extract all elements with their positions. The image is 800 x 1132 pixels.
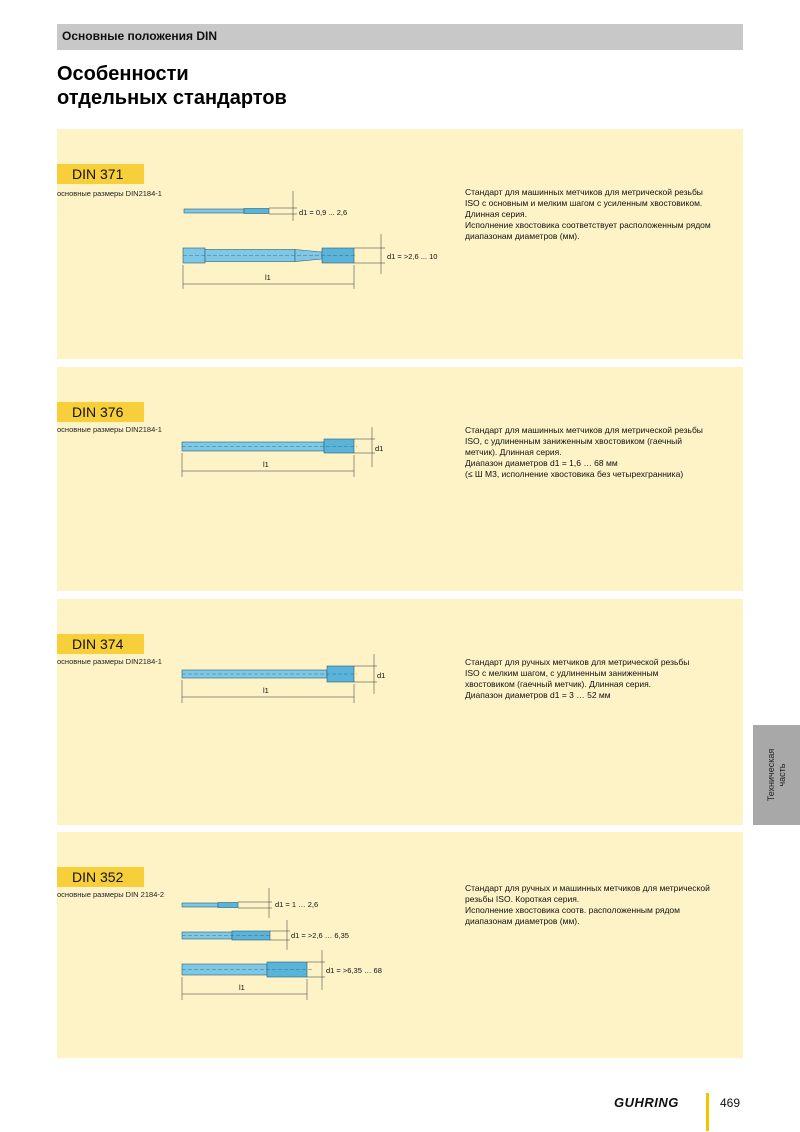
- tap-drawing-din-371: [57, 129, 457, 359]
- side-tab-line2: часть: [776, 763, 787, 787]
- dim-l1: l1: [263, 686, 269, 695]
- desc-line: Стандарт для ручных метчиков для метрической резьбы: [465, 657, 690, 667]
- desc-line: (≤ Ш M3, исполнение хвостовика без четырехгранника): [465, 469, 684, 479]
- section-din-376: [57, 367, 743, 591]
- dim-d1: d1: [375, 444, 384, 453]
- desc-line: Стандарт для ручных и машинных метчиков для метрической: [465, 883, 710, 893]
- din-label: DIN 352: [57, 867, 144, 887]
- dim-d1-a: d1 = 1 … 2,6: [275, 900, 319, 909]
- din-sub: основные размеры DIN2184-1: [57, 425, 162, 434]
- side-tab-technical[interactable]: [753, 725, 800, 825]
- dim-l1: l1: [265, 273, 271, 282]
- description: [465, 883, 745, 927]
- side-tab-line1: Техническая: [765, 748, 776, 802]
- dim-d1-b: d1 = >2,6 … 6,35: [291, 931, 349, 940]
- dim-d1-large: d1 = >2,6 ... 10: [387, 252, 438, 261]
- desc-line: ISO с мелким шагом, с удлиненным заниженным: [465, 668, 659, 678]
- desc-line: Исполнение хвостовика соотв. расположенным рядом: [465, 905, 681, 915]
- dim-d1: d1: [377, 671, 386, 680]
- desc-line: ISO, с удлиненным заниженным хвостовиком (гаечный: [465, 436, 682, 446]
- desc-line: ISO с основным и мелким шагом с усиленным хвостовиком.: [465, 198, 703, 208]
- desc-line: Диапазон диаметров d1 = 1,6 … 68 мм: [465, 458, 618, 468]
- desc-line: резьбы ISO. Короткая серия.: [465, 894, 580, 904]
- dim-l1: l1: [263, 460, 269, 469]
- tap-drawing-din-376: [57, 367, 457, 591]
- page-title: [57, 62, 287, 110]
- desc-line: Диапазон диаметров d1 = 3 … 52 мм: [465, 690, 611, 700]
- description: [465, 657, 745, 701]
- section-din-371: [57, 129, 743, 359]
- desc-line: диапазонам диаметров (мм).: [465, 231, 580, 241]
- desc-line: метчик). Длинная серия.: [465, 447, 562, 457]
- page-title-line1: Особенности: [57, 63, 189, 85]
- section-din-352: [57, 832, 743, 1058]
- footer-divider: [706, 1093, 709, 1131]
- desc-line: Исполнение хвостовика соответствует расположенным рядом: [465, 220, 711, 230]
- header-title: Основные положения DIN: [62, 29, 218, 43]
- dim-d1-c: d1 = >6,35 … 68: [326, 966, 382, 975]
- din-sub: основные размеры DIN 2184-2: [57, 890, 165, 899]
- desc-line: хвостовиком (гаечный метчик). Длинная серия.: [465, 679, 652, 689]
- dim-d1-small: d1 = 0,9 ... 2,6: [299, 208, 348, 217]
- tap-drawing-din-352: [57, 832, 457, 1058]
- din-label: DIN 371: [57, 164, 144, 184]
- desc-line: диапазонам диаметров (мм).: [465, 916, 580, 926]
- desc-line: Длинная серия.: [465, 209, 527, 219]
- guhring-logo: GUHRING: [614, 1095, 679, 1110]
- desc-line: Стандарт для машинных метчиков для метрической резьбы: [465, 187, 703, 197]
- page-title-line2: отдельных стандартов: [57, 87, 287, 109]
- din-sub: основные размеры DIN2184-1: [57, 657, 162, 666]
- page-number: 469: [720, 1096, 741, 1110]
- din-label: DIN 376: [57, 402, 144, 422]
- header-bar: [57, 24, 743, 50]
- description: [465, 187, 745, 242]
- section-din-374: [57, 599, 743, 825]
- din-label: DIN 374: [57, 634, 144, 654]
- desc-line: Стандарт для машинных метчиков для метрической резьбы: [465, 425, 703, 435]
- din-sub: основные размеры DIN2184-1: [57, 189, 162, 198]
- dim-l1: l1: [239, 983, 245, 992]
- side-tab-label: [766, 749, 788, 802]
- description: [465, 425, 745, 480]
- tap-drawing-din-374: [57, 599, 457, 825]
